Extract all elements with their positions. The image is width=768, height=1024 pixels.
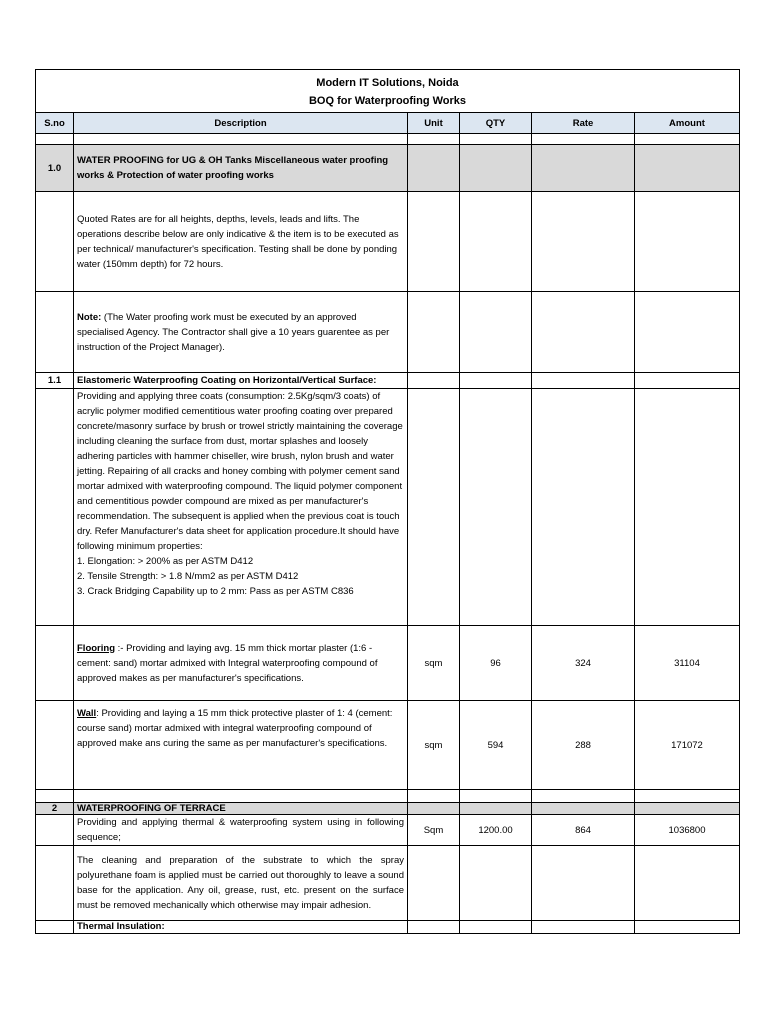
wall-cell [74,701,408,790]
column-header-row [36,113,740,134]
boq-table [35,69,740,934]
cleaning-row [36,846,740,921]
quoted-rates-row [36,192,740,292]
terrace-amount: 1036800 [635,815,740,846]
col-header-unit: Unit [408,113,460,134]
property-line: 1. Elongation: > 200% as per ASTM D412 [77,556,254,567]
terrace-item-row [36,815,740,846]
item-description-cell [74,389,408,626]
wall-amount: 171072 [635,701,740,790]
section-row-2 [36,803,740,815]
item-description-row [36,389,740,626]
section-heading: WATERPROOFING OF TERRACE [74,803,408,815]
spacer-row [36,790,740,803]
section-heading: WATER PROOFING for UG & OH Tanks Miscellaneous water proofing works & Protection of water proofing works [74,145,408,192]
item-description-text: Providing and applying three coats (consumption: 2.5Kg/sqm/3 coats) of acrylic polymer modified cementitious water proofing coating over prepared concrete/masonry surface by brush or trowel strictly maintaining the coverage including cleaning the surface from dust, mortar splashes and loosely adhering particles with hammer chiseller, wire brush, nylon brush and water jetting. Repairing of all cracks and honey combing with polymer cement sand mortar admixed with waterproofing compound. The liquid polymer component and cementitious powder compound are mixed as per manufacturer's recommendation. The subsequent is applied when the previous coat is touch dry. Refer Manufacturer's data sheet for application procedure.It should have following minimum properties: [77,391,403,552]
company-name: Modern IT Solutions, Noida [316,77,459,89]
spacer-row [36,134,740,145]
section-row-1 [36,145,740,192]
note-cell [74,292,408,373]
col-header-qty: QTY [460,113,532,134]
flooring-row [36,626,740,701]
flooring-amount: 31104 [635,626,740,701]
property-line: 3. Crack Bridging Capability up to 2 mm: Pass as per ASTM C836 [77,586,354,597]
terrace-qty: 1200.00 [460,815,532,846]
terrace-item-text: Providing and applying thermal & waterproofing system using in following sequence; [74,815,408,846]
item-sno: 1.1 [36,373,74,389]
col-header-rate: Rate [532,113,635,134]
flooring-qty: 96 [460,626,532,701]
wall-qty: 594 [460,701,532,790]
section-sno: 1.0 [36,145,74,192]
note-text: (The Water proofing work must be executed by an approved specialised Agency. The Contractor shall give a 10 years guarentee as per instruction of the Project Manager). [77,311,390,353]
property-line: 2. Tensile Strength: > 1.8 N/mm2 as per ASTM D412 [77,571,299,582]
wall-unit: sqm [408,701,460,790]
flooring-rate: 324 [532,626,635,701]
col-header-sno: S.no [36,113,74,134]
document-title-cell [36,70,740,113]
flooring-text: :- Providing and laying avg. 15 mm thick mortar plaster (1:6 - cement: sand) mortar admixed with Integral waterproofing compound of approved makes as per manufacturer's specifications. [77,642,378,684]
section-sno: 2 [36,803,74,815]
col-header-description: Description [74,113,408,134]
note-row [36,292,740,373]
flooring-label: Flooring [77,642,115,654]
quoted-rates-text: Quoted Rates are for all heights, depths, levels, leads and lifts. The operations describe below are only indicative & the item is to be executed as per technical/ manufacturer's specification. Testing shall be done by ponding water (150mm depth) for 72 hours. [74,192,408,292]
boq-title: BOQ for Waterproofing Works [308,95,467,107]
wall-row [36,701,740,790]
terrace-unit: Sqm [408,815,460,846]
col-header-amount: Amount [635,113,740,134]
terrace-rate: 864 [532,815,635,846]
flooring-cell [74,626,408,701]
item-heading: Elastomeric Waterproofing Coating on Horizontal/Vertical Surface: [74,373,408,389]
wall-label: Wall [77,708,97,719]
thermal-insulation-heading: Thermal Insulation: [74,921,408,934]
item-row-1-1 [36,373,740,389]
thermal-row [36,921,740,934]
wall-text: : Providing and laying a 15 mm thick protective plaster of 1: 4 (cement: course sand) mortar admixed with integral waterproofing compound of approved make ans curing the same as per manufacturer's specifications. [77,708,393,749]
note-label: Note: [77,311,102,323]
title-row [36,70,740,113]
flooring-unit: sqm [408,626,460,701]
wall-rate: 288 [532,701,635,790]
cleaning-text: The cleaning and preparation of the substrate to which the spray polyurethane foam is applied must be carried out thoroughly to leave a sound base for the application. Any oil, grease, rust, etc. present on the surface must be removed mechanically which otherwise may impair adhesion. [74,846,408,921]
